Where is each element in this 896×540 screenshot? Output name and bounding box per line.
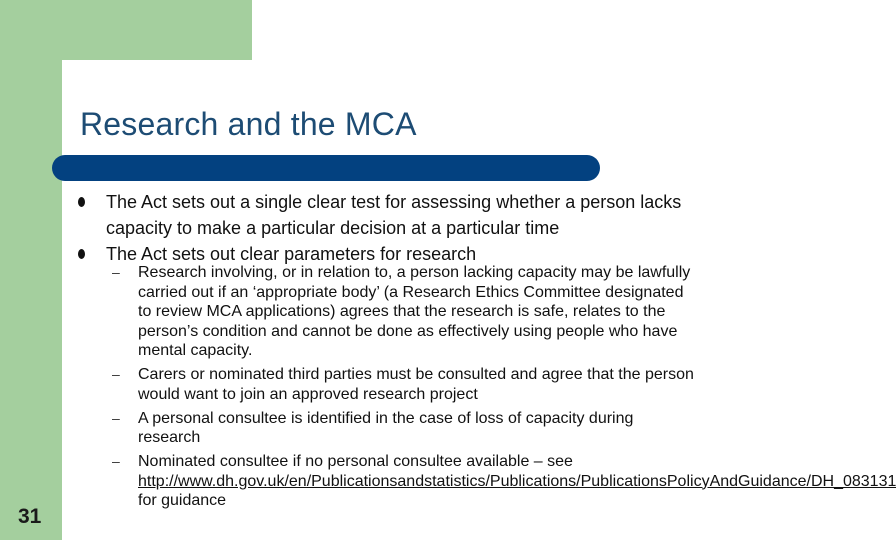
bullet-text: The Act sets out clear parameters for research [106,244,477,264]
sub-bullet-list [110,263,896,515]
title-underline-bar [52,155,600,181]
page-number: 31 [18,505,42,528]
dash-icon: – [112,409,120,426]
dh-guidance-link[interactable]: http://www.dh.gov.uk/en/Publicationsandstatistics/Publications/PublicationsPolicyAndGuidance/DH_083131 [138,472,896,490]
decorative-green-left-strip [0,0,62,540]
bullet-text: The Act sets out a single clear test for assessing whether a person lacks capacity to make a particular decision at a particular time [106,192,682,238]
dash-icon: – [112,453,120,469]
bullet-item [78,189,698,241]
dash-icon: – [112,366,120,382]
sub-bullet-item [110,409,700,448]
bullet-dot-icon [78,197,85,207]
sub-bullet-item [110,452,896,511]
sub-bullet-item [110,365,700,404]
sub-bullet-text-before: Nominated consultee if no personal consultee available – see [138,453,573,470]
sub-bullet-item [110,263,700,361]
slide-title: Research and the MCA [80,106,417,142]
sub-bullet-text: Research involving, or in relation to, a person lacking capacity may be lawfully carried out if an ‘appropriate body’ (a Research Ethics Committee designated to review MCA applications) agrees that the research is safe, relates to the person’s condition and cannot be done as effectively using people who have mental capacity. [138,264,691,359]
sub-bullet-text: A personal consultee is identified in the case of loss of capacity during research [138,409,634,446]
sub-bullet-text: Carers or nominated third parties must be consulted and agree that the person would want to join an approved research project [138,366,694,403]
bullet-dot-icon [78,249,85,259]
dash-icon: – [112,264,120,280]
bullet-list [78,189,698,267]
sub-bullet-text-after: for guidance [138,492,227,509]
